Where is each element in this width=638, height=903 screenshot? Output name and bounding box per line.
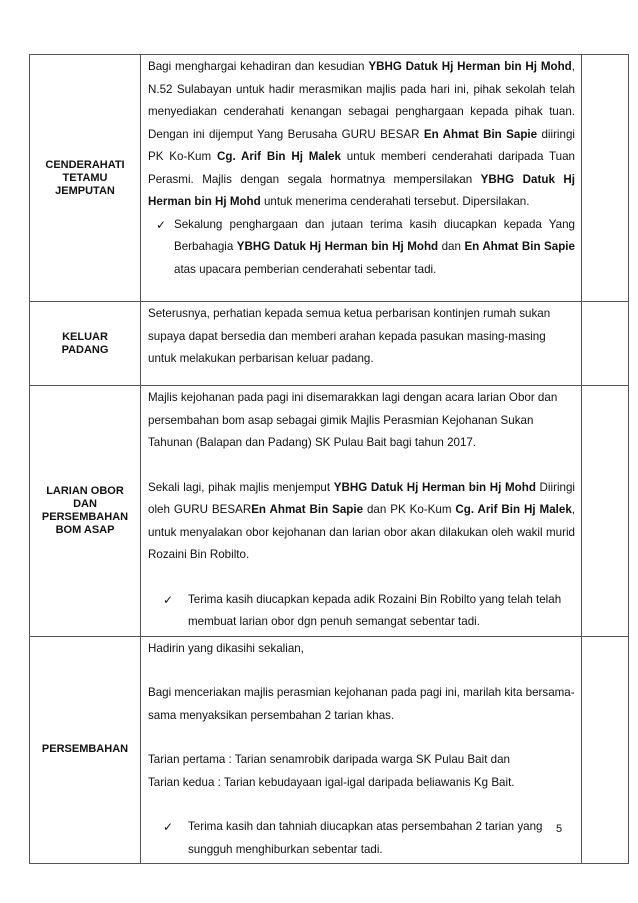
blank-cell bbox=[582, 55, 629, 302]
blank-cell bbox=[582, 386, 629, 637]
text: Terima kasih dan tahniah diucapkan atas persembahan 2 tarian yang sungguh menghiburkan sebentar tadi. bbox=[188, 820, 543, 856]
blank-cell bbox=[582, 636, 629, 864]
row-content bbox=[141, 302, 582, 386]
label-line: TETAMU bbox=[62, 171, 108, 184]
bullet-item bbox=[148, 589, 575, 634]
label-line: JEMPUTAN bbox=[55, 184, 115, 197]
text: dan bbox=[438, 240, 465, 253]
label-line: CENDERAHATI bbox=[45, 158, 125, 171]
text: atas upacara pemberian cenderahati sebentar tadi. bbox=[174, 262, 437, 276]
row-label bbox=[30, 636, 141, 864]
headmaster-name: En Ahmat Bin Sapie bbox=[464, 240, 575, 253]
bullet-item bbox=[148, 816, 575, 861]
guest-name: YBHG Datuk Hj Herman bin Hj Mohd bbox=[368, 60, 572, 73]
text: Sekali lagi, pihak majlis menjemput bbox=[148, 480, 334, 494]
bullet-item bbox=[148, 214, 575, 282]
text: Bagi menghargai kehadiran dan kesudian bbox=[148, 60, 369, 73]
guest-name: YBHG Datuk Hj Herman bin Hj Mohd bbox=[236, 240, 439, 253]
table-row bbox=[30, 55, 629, 302]
table-row bbox=[30, 386, 629, 637]
teacher-name: Cg. Arif Bin Hj Malek bbox=[216, 150, 341, 163]
table-row bbox=[30, 302, 629, 386]
teacher-name: Cg. Arif Bin Hj Malek bbox=[455, 503, 572, 516]
label-line: PADANG bbox=[61, 343, 109, 356]
paragraph: Tarian pertama : Tarian senamrobik daripada warga SK Pulau Bait dan bbox=[148, 753, 510, 766]
paragraph: Majlis kejohanan pada pagi ini disemarakkan lagi dengan acara larian Obor dan persembahan bom asap sebagai gimik Majlis Perasmian Kejohanan Sukan Tahunan (Balapan dan Padang) SK Pulau Bait bagi tahun 2017. bbox=[148, 391, 558, 449]
label-line: BOM ASAP bbox=[55, 523, 115, 536]
headmaster-name: En Ahmat Bin Sapie bbox=[423, 127, 538, 141]
guest-name: YBHG Datuk Hj Herman bin Hj Mohd bbox=[148, 172, 575, 208]
blank-cell bbox=[582, 302, 629, 386]
paragraph bbox=[148, 56, 575, 214]
text: Diiringi oleh GURU BESAR bbox=[148, 480, 575, 516]
paragraph: Seterusnya, perhatian kepada semua ketua perbarisan kontinjen rumah sukan supaya dapat bersedia dan memberi arahan kepada pasukan masing-masing untuk melakukan perbarisan keluar padang. bbox=[148, 307, 551, 365]
text: diiringi PK Ko-Kum bbox=[148, 127, 575, 163]
text: dan PK Ko-Kum bbox=[363, 503, 456, 516]
page-number: 5 bbox=[556, 823, 563, 835]
row-content bbox=[141, 55, 582, 302]
text: , N.52 Sulabayan untuk hadir merasmikan majlis pada hari ini, pihak sekolah telah menyediakan cenderahati kenangan sebagai penghargaan kepada pihak tuan. Dengan ini dijemput Yang Berusaha GURU BESAR bbox=[148, 60, 576, 141]
label-line: PERSEMBAHAN bbox=[41, 510, 129, 523]
paragraph: Bagi menceriakan majlis perasmian kejohanan pada pagi ini, marilah kita bersama-sama menyaksikan persembahan 2 tarian khas. bbox=[148, 686, 575, 722]
paragraph: Hadirin yang dikasihi sekalian, bbox=[148, 641, 304, 655]
paragraph bbox=[148, 477, 575, 567]
label-line: DAN bbox=[73, 497, 97, 510]
paragraph: Tarian kedua : Tarian kebudayaan igal-igal daripada beliawanis Kg Bait. bbox=[148, 775, 515, 789]
row-label bbox=[30, 386, 141, 637]
program-table bbox=[29, 54, 629, 864]
table-row bbox=[30, 636, 629, 864]
text: untuk menerima cenderahati tersebut. Dipersilakan. bbox=[260, 195, 530, 208]
check-mark-icon: ✓ bbox=[162, 592, 174, 607]
label-line: PERSEMBAHAN bbox=[41, 743, 129, 756]
label-line: LARIAN OBOR bbox=[46, 484, 124, 497]
check-mark-icon: ✓ bbox=[155, 217, 167, 232]
check-mark-icon: ✓ bbox=[162, 820, 174, 834]
guest-name: YBHG Datuk Hj Herman bin Hj Mohd bbox=[333, 480, 536, 494]
label-line: KELUAR bbox=[62, 330, 108, 343]
row-content bbox=[141, 386, 582, 637]
text: Terima kasih diucapkan kepada adik Rozaini Bin Robilto yang telah telah membuat larian obor dgn penuh semangat sebentar tadi. bbox=[188, 592, 562, 628]
row-label bbox=[30, 302, 141, 386]
row-label bbox=[30, 55, 141, 302]
headmaster-name: En Ahmat Bin Sapie bbox=[251, 503, 364, 516]
row-content bbox=[141, 636, 582, 864]
text: untuk memberi cenderahati daripada Tuan Perasmi. Majlis dengan segala hormatnya mempersilakan bbox=[148, 150, 575, 186]
text: , untuk menyalakan obor kejohanan dan larian obor akan dilakukan oleh wakil murid Rozaini Bin Robilto. bbox=[148, 503, 575, 561]
text: Sekalung penghargaan dan jutaan terima kasih diucapkan kepada Yang Berbahagia bbox=[174, 217, 575, 253]
